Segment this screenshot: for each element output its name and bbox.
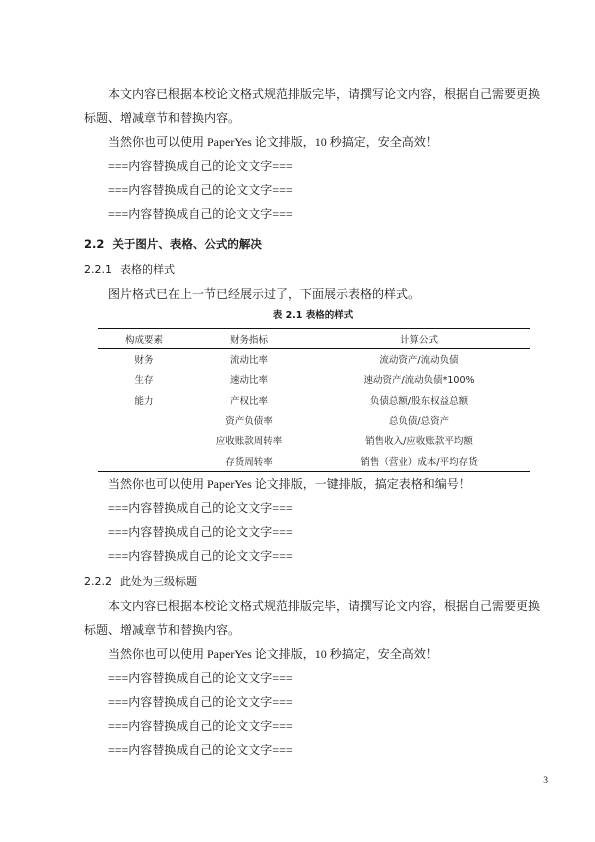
section-heading-2-2-2 bbox=[84, 570, 542, 594]
table-cell bbox=[98, 410, 190, 430]
filler-line: ===内容替换成自己的论文文字=== bbox=[108, 159, 293, 173]
page-content bbox=[84, 82, 542, 762]
table-cell: 速动资产/流动负债*100% bbox=[363, 375, 475, 387]
heading-title: 表格的样式 bbox=[120, 263, 175, 276]
filler-line: ===内容替换成自己的论文文字=== bbox=[108, 718, 293, 733]
heading-number: 2.2 bbox=[84, 237, 105, 251]
filler-line: ===内容替换成自己的论文文字=== bbox=[108, 207, 293, 221]
table-row bbox=[98, 349, 530, 370]
table-cell: 存货周转率 bbox=[190, 450, 308, 471]
filler-line: ===内容替换成自己的论文文字=== bbox=[108, 183, 293, 197]
page-number: 3 bbox=[543, 776, 548, 786]
table-intro: 图片格式已在上一节已经展示过了，下面展示表格的样式。 bbox=[108, 287, 421, 301]
table-row bbox=[98, 430, 530, 450]
table-cell: 产权比率 bbox=[229, 395, 268, 407]
body-paragraph: 当然你也可以使用 PaperYes 论文排版，10 秒搞定，安全高效！ bbox=[108, 135, 438, 149]
table-caption: 表 2.1 表格的样式 bbox=[272, 310, 354, 321]
section-heading-2-2-1 bbox=[84, 258, 542, 282]
table-cell bbox=[98, 450, 190, 471]
table-cell bbox=[98, 430, 190, 450]
table-row bbox=[98, 369, 530, 389]
heading-number: 2.2.1 bbox=[84, 263, 112, 276]
table-row bbox=[98, 390, 530, 410]
header-cell: 构成要素 bbox=[98, 329, 190, 349]
header-cell: 计算公式 bbox=[308, 329, 530, 349]
filler-line: ===内容替换成自己的论文文字=== bbox=[108, 670, 293, 685]
table-cell: 资产负债率 bbox=[225, 416, 273, 428]
heading-title: 关于图片、表格、公式的解决 bbox=[112, 237, 262, 251]
table-cell: 财务 bbox=[134, 355, 154, 367]
body-paragraph: 本文内容已根据本校论文格式规范排版完毕，请撰写论文内容，根据自己需要更换标题、增减章节和替换内容。 bbox=[84, 87, 541, 125]
table-cell: 销售收入/应收账款平均额 bbox=[365, 436, 473, 448]
table-cell: 生存 bbox=[134, 375, 154, 387]
filler-line: ===内容替换成自己的论文文字=== bbox=[108, 500, 293, 515]
filler-line: ===内容替换成自己的论文文字=== bbox=[108, 694, 293, 709]
table-row bbox=[98, 450, 530, 471]
header-cell: 财务指标 bbox=[190, 329, 308, 349]
table-row bbox=[98, 410, 530, 430]
heading-title: 此处为三级标题 bbox=[120, 574, 197, 588]
heading-number: 2.2.2 bbox=[84, 574, 112, 588]
table-header-row bbox=[98, 329, 530, 349]
table-cell: 销售（营业）成本/平均存货 bbox=[308, 450, 530, 471]
filler-line: ===内容替换成自己的论文文字=== bbox=[108, 742, 293, 757]
body-paragraph: 当然你也可以使用 PaperYes 论文排版，一键排版，搞定表格和编号！ bbox=[108, 476, 471, 491]
table-cell: 应收账款周转率 bbox=[215, 436, 283, 448]
table-cell: 流动比率 bbox=[229, 355, 268, 367]
table-cell: 能力 bbox=[134, 395, 154, 407]
table-cell: 流动资产/流动负债 bbox=[379, 355, 459, 367]
body-paragraph: 当然你也可以使用 PaperYes 论文排版，10 秒搞定，安全高效！ bbox=[108, 646, 438, 661]
filler-line: ===内容替换成自己的论文文字=== bbox=[108, 524, 293, 539]
financial-table bbox=[98, 328, 530, 472]
table-cell: 速动比率 bbox=[229, 375, 268, 387]
body-paragraph: 本文内容已根据本校论文格式规范排版完毕，请撰写论文内容，根据自己需要更换标题、增减章节和替换内容。 bbox=[84, 598, 541, 637]
filler-line: ===内容替换成自己的论文文字=== bbox=[108, 548, 293, 563]
table-cell: 负债总额/股东权益总额 bbox=[369, 395, 469, 407]
table-cell: 总负债/总资产 bbox=[388, 416, 450, 428]
section-heading-2-2 bbox=[84, 232, 542, 256]
